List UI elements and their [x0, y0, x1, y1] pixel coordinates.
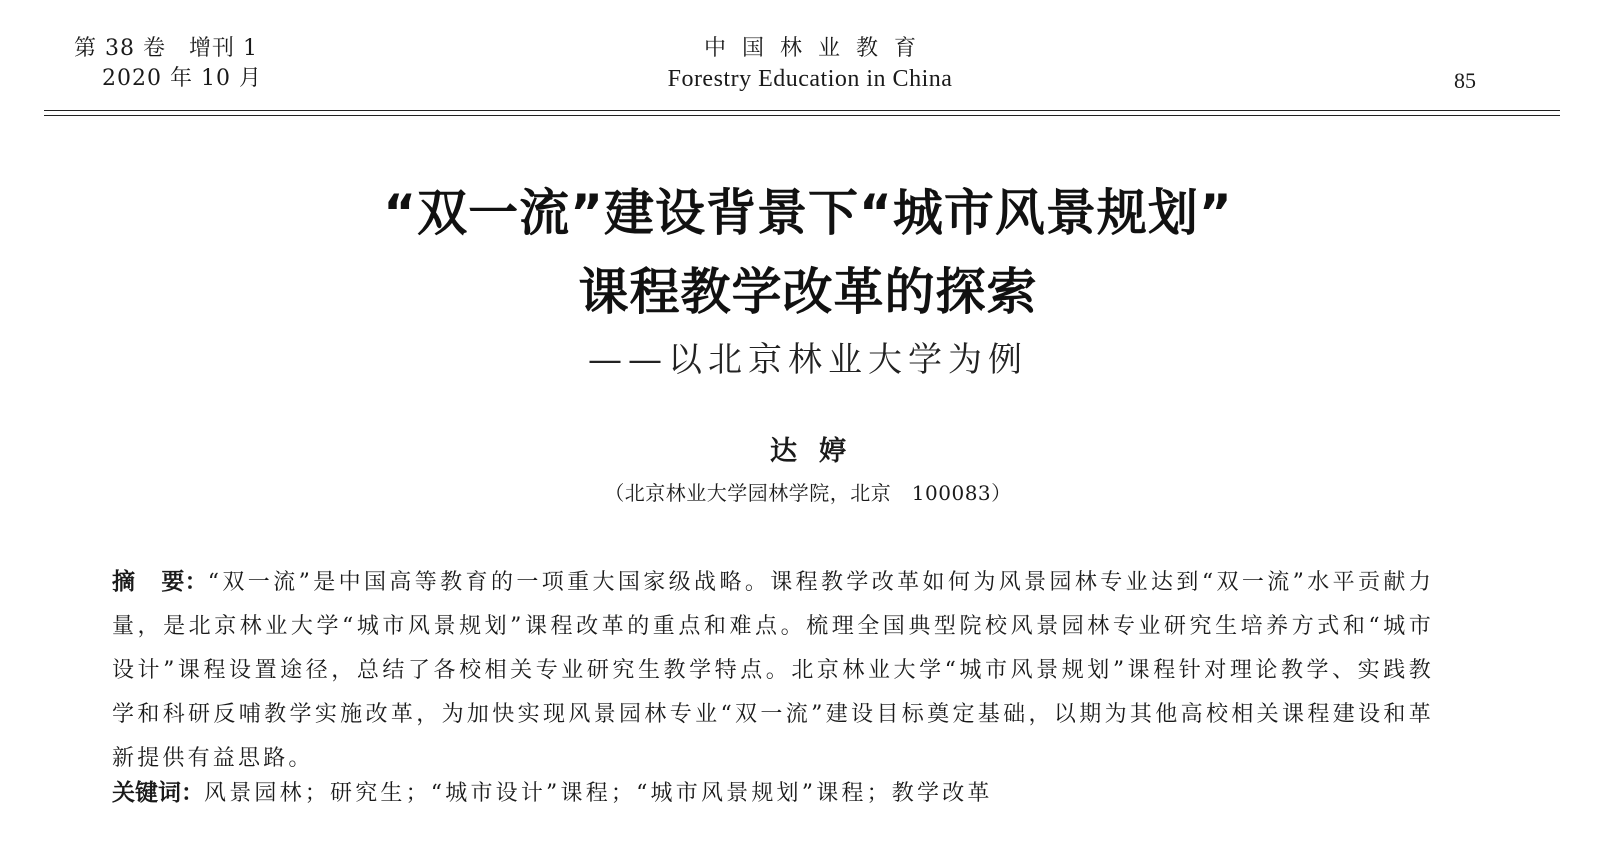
abstract-label-first: 摘 [112, 569, 136, 595]
journal-name-cn: 中国林业教育 [703, 36, 932, 61]
page-number: 85 [1454, 68, 1476, 93]
author-affiliation: （北京林业大学园林学院，北京 100083） [604, 481, 1012, 505]
journal-name [560, 34, 1060, 94]
article-title-line-2: 课程教学改革的探索 [578, 263, 1038, 321]
volume-issue: 第 38 卷 增刊 1 [74, 36, 258, 61]
article-subtitle: ——以北京林业大学为例 [588, 340, 1028, 380]
header-rule-bottom [44, 115, 1560, 116]
author-name: 达婷 [770, 436, 868, 467]
abstract-text: “双一流”是中国高等教育的一项重大国家级战略。课程教学改革如何为风景园林专业达到“双一流”水平贡献力量，是北京林业大学“城市风景规划”课程改革的重点和难点。梳理全国典型院校风景园林专业研究生培养方式和“城市设计”课程设置途径，总结了各校相关专业研究生教学特点。北京林业大学“城市风景规划”课程针对理论教学、实践教学和科研反哺教学实施改革，为加快实现风景园林专业“双一流”建设目标奠定基础，以期为其他高校相关课程建设和革新提供有益思路。 [112, 570, 1435, 771]
header-rule-top [44, 110, 1560, 111]
issue-date: 2020 年 10 月 [102, 66, 262, 91]
keywords-text: 风景园林；研究生；“城市设计”课程；“城市风景规划”课程；教学改革 [204, 781, 993, 806]
keywords [112, 773, 1434, 814]
keywords-label: 关键词： [112, 780, 204, 806]
journal-issue-info [74, 34, 294, 94]
abstract-label [112, 569, 208, 595]
abstract [112, 560, 1434, 781]
journal-name-en: Forestry Education in China [667, 66, 953, 92]
abstract-label-second: 要： [161, 569, 208, 595]
article-title-line-1: “双一流”建设背景下“城市风景规划” [383, 184, 1233, 242]
